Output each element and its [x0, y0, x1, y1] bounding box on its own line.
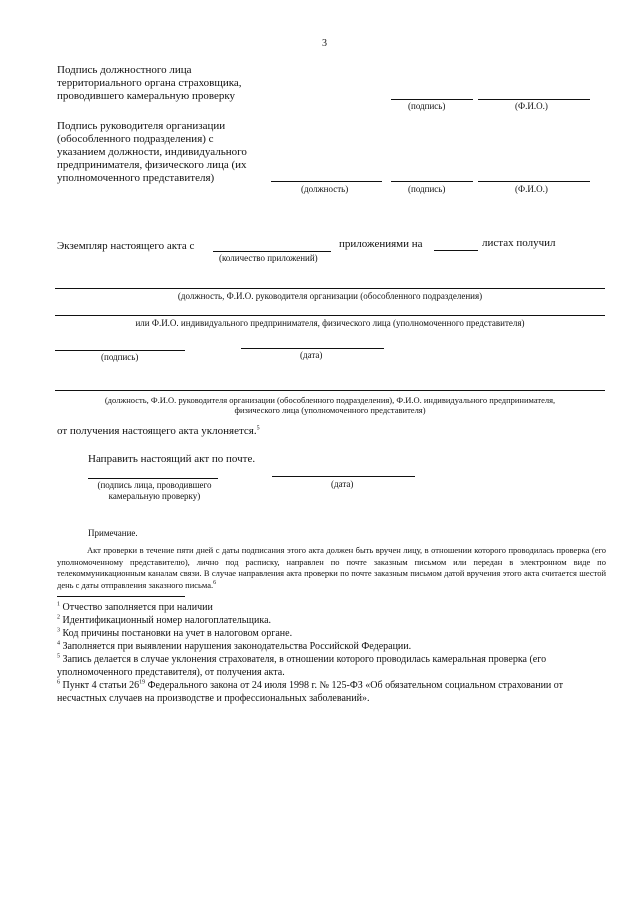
- inspector-signature-caption: (подпись): [408, 101, 446, 111]
- recipient-date-caption: (дата): [300, 350, 323, 360]
- attachments-count-line[interactable]: [213, 251, 331, 252]
- footnote-ref-5: 5: [256, 425, 260, 432]
- footnote: $^2$ Идентификационный номер налогоплательщика.: [57, 614, 272, 626]
- evasion-caption-1: (должность, Ф.И.О. руководителя организации (обособленного подразделения), Ф.И.О. индивидуального предпринимателя,: [104, 395, 556, 405]
- head-signature-label: Подпись руководителя организации (обособленного подразделения) с указанием должности, индивидуального предпринимателя, физического лица (их уполномоченного представителя): [57, 120, 247, 184]
- note-title: Примечание.: [88, 528, 138, 538]
- copy-received-suffix: листах получил: [482, 237, 556, 249]
- attachments-count-caption: (количество приложений): [219, 253, 318, 263]
- footnote: $^5$ Запись делается в случае уклонения страхователя, в отношении которого проводилась камеральная проверка (его уполномоченного представителя), от получения акта.: [57, 653, 547, 678]
- page-number: 3: [322, 38, 327, 49]
- inspector-signature-label: Подпись должностного лица территориального органа страховщика, проводившего камеральную проверку: [57, 64, 242, 102]
- footnote-separator: [57, 596, 185, 597]
- head-name-caption: (Ф.И.О.): [515, 184, 548, 194]
- copy-received-middle: приложениями на: [339, 238, 423, 250]
- footnote: $^3$ Код причины постановки на учет в налоговом органе.: [57, 627, 293, 639]
- head-signature-line[interactable]: [391, 181, 473, 182]
- recipient-line-2[interactable]: [55, 315, 605, 316]
- copy-received-prefix: Экземпляр настоящего акта с: [57, 240, 195, 252]
- evasion-text: от получения настоящего акта уклоняется.$^5$: [57, 425, 260, 437]
- inspector-signature-line[interactable]: [391, 99, 473, 100]
- recipient-line-1[interactable]: [55, 288, 605, 289]
- head-signature-caption: (подпись): [408, 184, 446, 194]
- head-position-line[interactable]: [271, 181, 382, 182]
- head-position-caption: (должность): [301, 184, 349, 194]
- recipient-date-line[interactable]: [241, 348, 384, 349]
- inspector-name-line[interactable]: [478, 99, 590, 100]
- sheets-count-line[interactable]: [434, 250, 478, 251]
- recipient-caption-2: или Ф.И.О. индивидуального предпринимателя, физического лица (уполномоченного представителя): [135, 318, 525, 328]
- evasion-caption-2: физического лица (уполномоченного представителя): [234, 405, 426, 415]
- recipient-signature-line[interactable]: [55, 350, 185, 351]
- footnote: $^4$ Заполняется при выявлении нарушения законодательства Российской Федерации.: [57, 640, 412, 652]
- recipient-caption-1: (должность, Ф.И.О. руководителя организации (обособленного подразделения): [177, 291, 483, 301]
- evasion-person-line[interactable]: [55, 390, 605, 391]
- mail-signature-caption: (подпись лица, проводившего камеральную проверку): [97, 480, 212, 501]
- footnote: $^6$ Пункт 4 статьи $26^{19}$ Федерального закона от 24 июля 1998 г. № 125-ФЗ «Об обязательном социальном страховании от несчастных случаев на производстве и профессиональных заболеваний».: [57, 679, 564, 704]
- footnote: $^1$ Отчество заполняется при наличии: [57, 601, 213, 613]
- mail-date-line[interactable]: [272, 476, 415, 477]
- inspector-name-caption: (Ф.И.О.): [515, 101, 548, 111]
- head-name-line[interactable]: [478, 181, 590, 182]
- footnotes: [57, 601, 607, 705]
- footnote-ref-6: 6: [213, 579, 217, 586]
- mail-signature-line[interactable]: [88, 478, 218, 479]
- send-by-mail-text: Направить настоящий акт по почте.: [88, 453, 256, 465]
- note-text: Акт проверки в течение пяти дней с даты подписания этого акта должен быть вручен лицу, в отношении которого проводилась проверка (его уполномоченному представителю), лично под расписку, направлен по почте заказным письмом или передан в электронном виде по телекоммуникационным каналам связи. В случае направления акта проверки по почте заказным письмом датой вручения этого акта считается шестой день с даты отправления заказного письма.$^6$: [57, 545, 606, 590]
- mail-date-caption: (дата): [331, 479, 354, 489]
- recipient-signature-caption: (подпись): [101, 352, 139, 362]
